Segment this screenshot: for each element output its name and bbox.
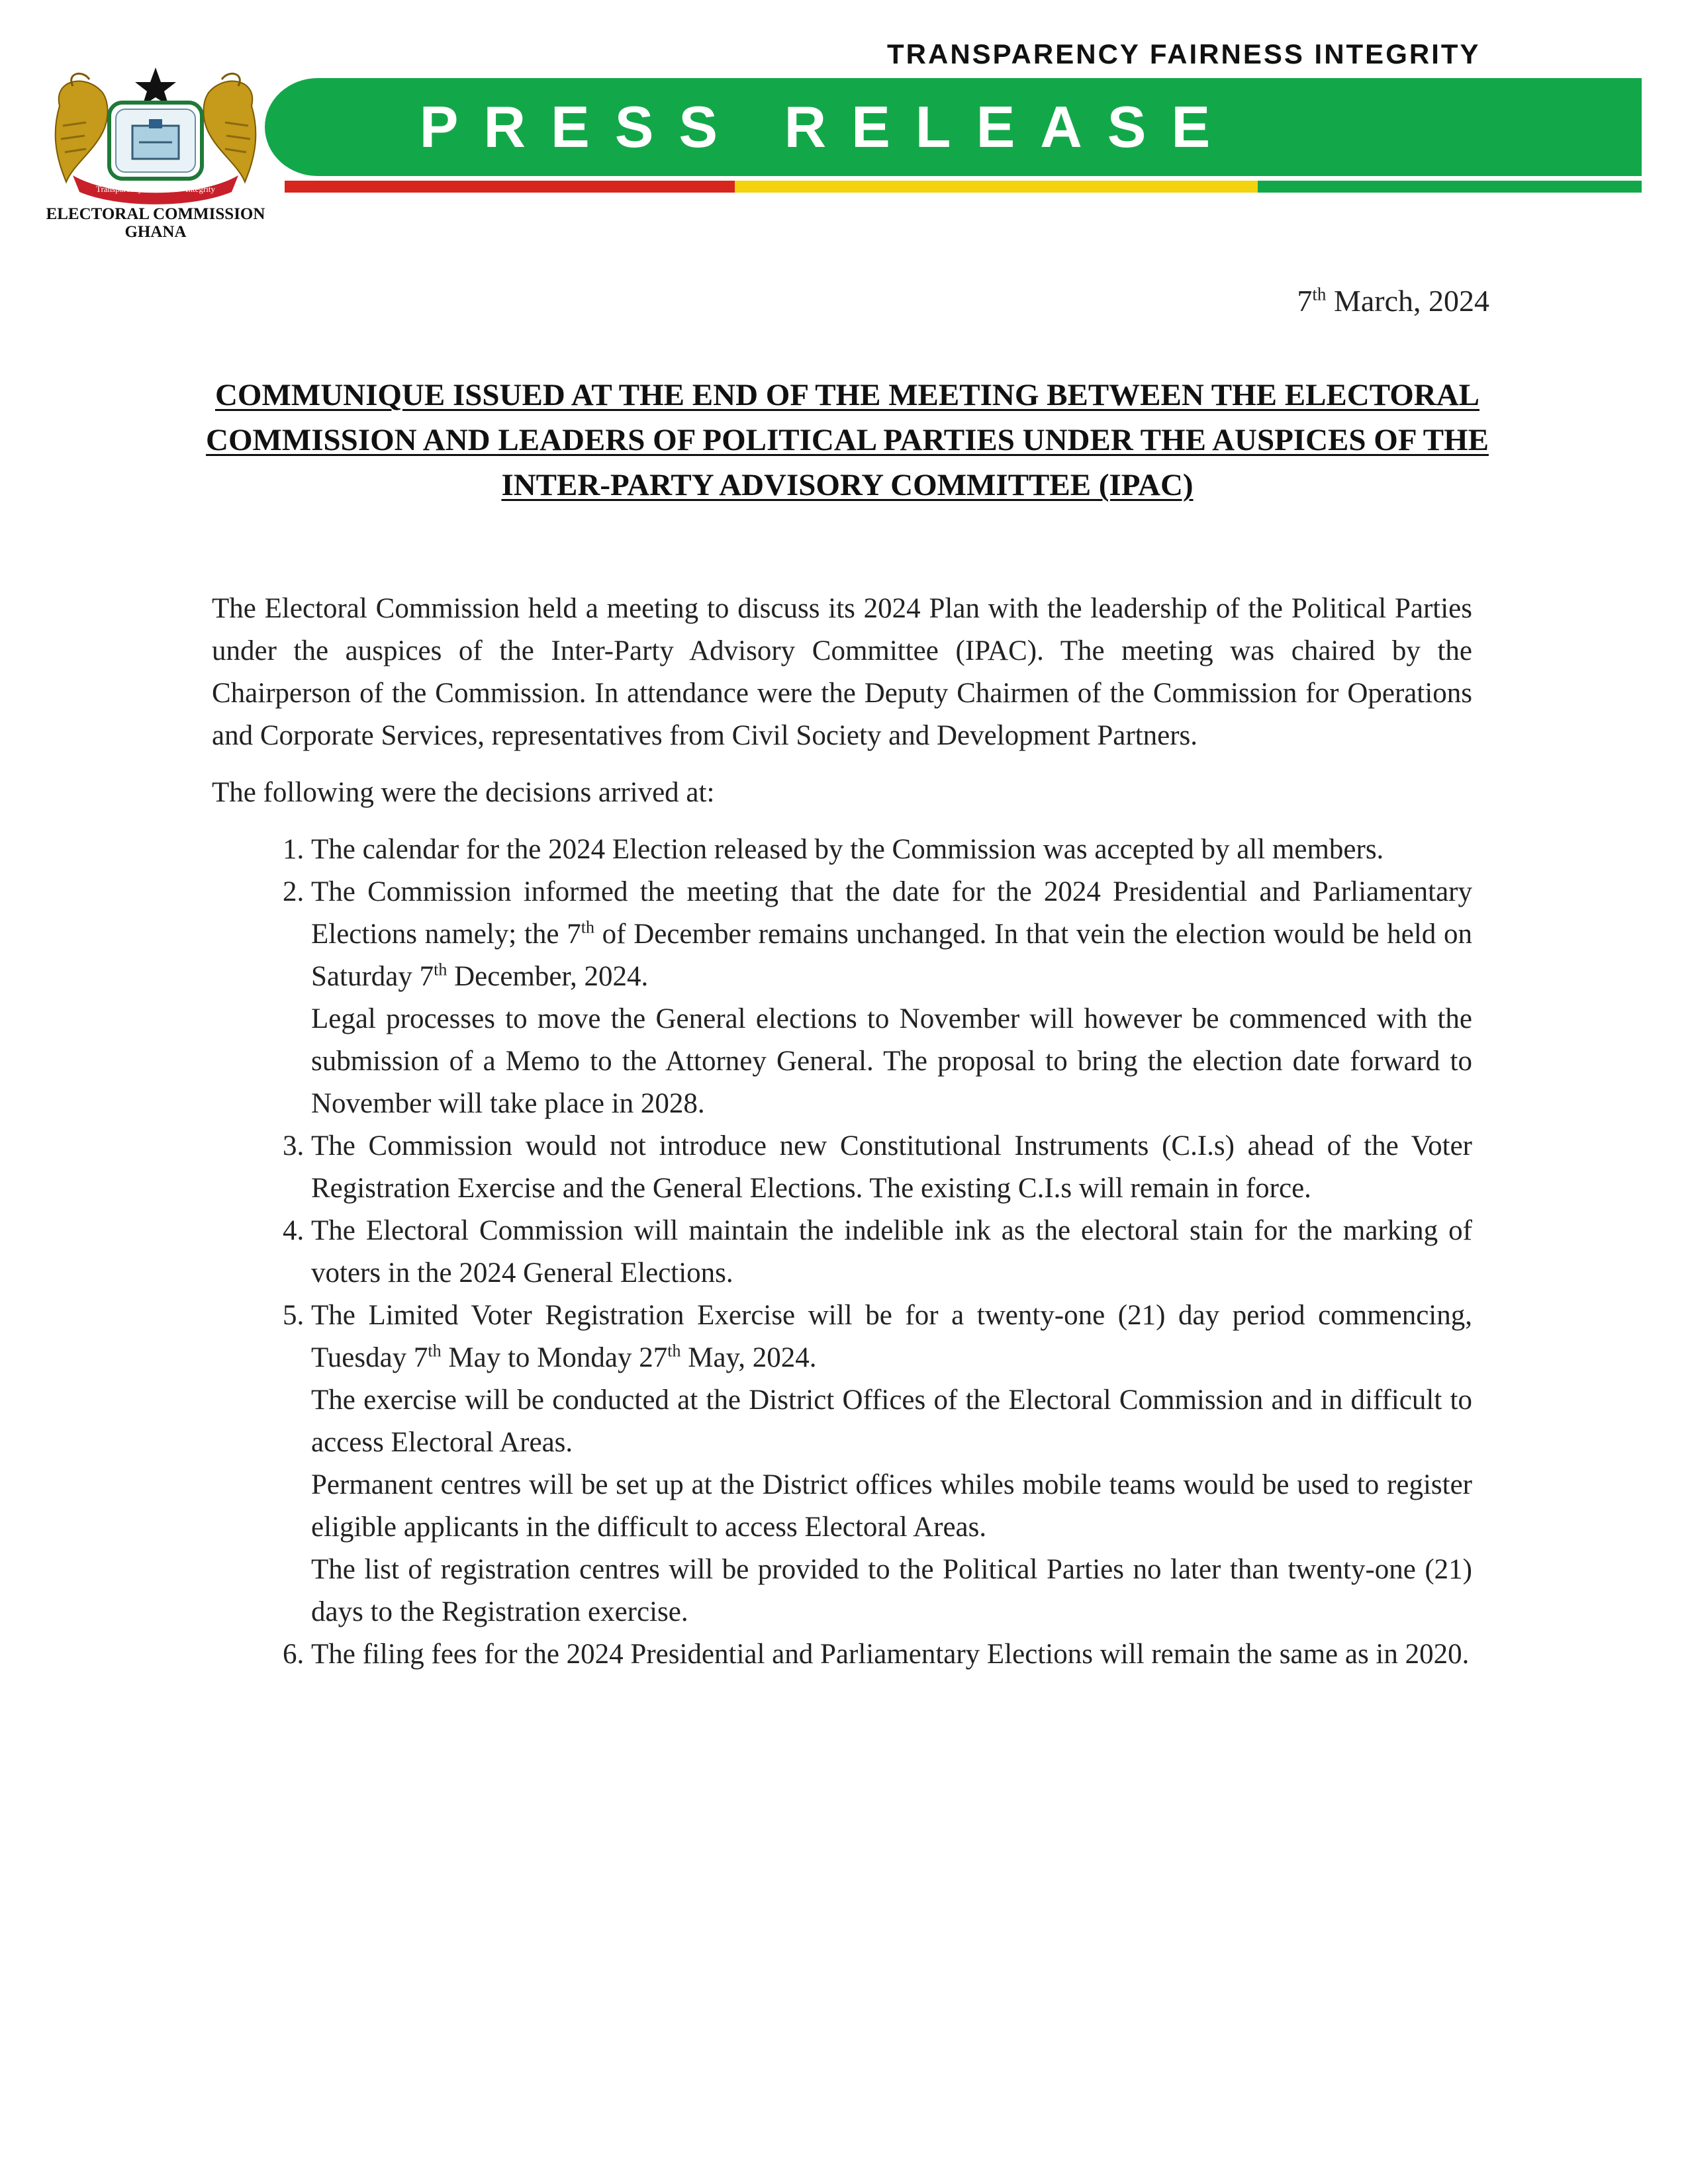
release-date: 7th March, 2024 — [1297, 284, 1489, 318]
yellow-stripe — [735, 181, 1258, 193]
logo-caption-line1: ELECTORAL COMMISSION — [46, 205, 265, 223]
decision-item-4: 4. The Electoral Commission will maintain the indelible ink as the electoral stain for the marking of voters in the 2024 General Elections. — [311, 1210, 1472, 1295]
right-eagle-icon — [204, 73, 256, 182]
logo-caption — [26, 205, 285, 241]
decision-item-6: 6. The filing fees for the 2024 Presidential and Parliamentary Elections will remain the same as in 2020. — [311, 1633, 1472, 1676]
intro-paragraph: The Electoral Commission held a meeting to discuss its 2024 Plan with the leadership of the Political Parties under the auspices of the Inter-Party Advisory Committee (IPAC). The meeting was chaired by the Chairperson of the Commission. In attendance were the Deputy Chairmen of the Commission for Operations and Corporate Services, representatives from Civil Society and Development Partners. — [212, 593, 1472, 751]
communique-title: COMMUNIQUE ISSUED AT THE END OF THE MEETING BETWEEN THE ELECTORAL COMMISSION AND LEADERS OF POLITICAL PARTIES UNDER THE AUSPICES OF THE INTER-PARTY ADVISORY COMMITTEE (IPAC) — [206, 378, 1489, 502]
green-stripe — [1258, 181, 1642, 193]
tagline: TRANSPARENCY FAIRNESS INTEGRITY — [887, 38, 1481, 69]
decision-item-1: 1. The calendar for the 2024 Election released by the Commission was accepted by all members. — [311, 829, 1472, 871]
decisions-list — [212, 829, 1472, 1676]
electoral-commission-logo — [46, 66, 265, 205]
decision-item-5: 5. The Limited Voter Registration Exercise will be for a twenty-one (21) day period commencing, Tuesday 7th May to Monday 27th May, 2024. The exercise will be conducted at the District Offices of the Electoral Commission and in difficult to access Electoral Areas. Permanent centres will be set up at the District offices whiles mobile teams would be used to register eligible applicants in the difficult to access Electoral Areas. The list of registration centres will be provided to the Political Parties no later than twenty-one (21) days to the Registration exercise. — [311, 1295, 1472, 1633]
svg-text:Transparency · Fairness · Inte: Transparency · Fairness · Integrity — [95, 184, 216, 194]
black-star-icon — [135, 68, 176, 106]
decision-item-2: 2. The Commission informed the meeting that the date for the 2024 Presidential and Parliamentary Elections namely; the 7th of December remains unchanged. In that vein the election would be held on Saturday 7th December, 2024. Legal processes to move the General elections to November will however be commenced with the submission of a Memo to the Attorney General. The proposal to bring the election date forward to November will take place in 2028. — [311, 871, 1472, 1125]
decision-item-3: 3. The Commission would not introduce new Constitutional Instruments (C.I.s) ahead of the Voter Registration Exercise and the General Elections. The existing C.I.s will remain in force. — [311, 1125, 1472, 1210]
left-eagle-icon — [56, 73, 108, 182]
document-body — [212, 588, 1472, 1676]
red-stripe — [285, 181, 735, 193]
banner-title: PRESS RELEASE — [419, 94, 1236, 159]
decisions-lead: The following were the decisions arrived at: — [212, 777, 715, 808]
logo-caption-line2: GHANA — [124, 223, 187, 241]
